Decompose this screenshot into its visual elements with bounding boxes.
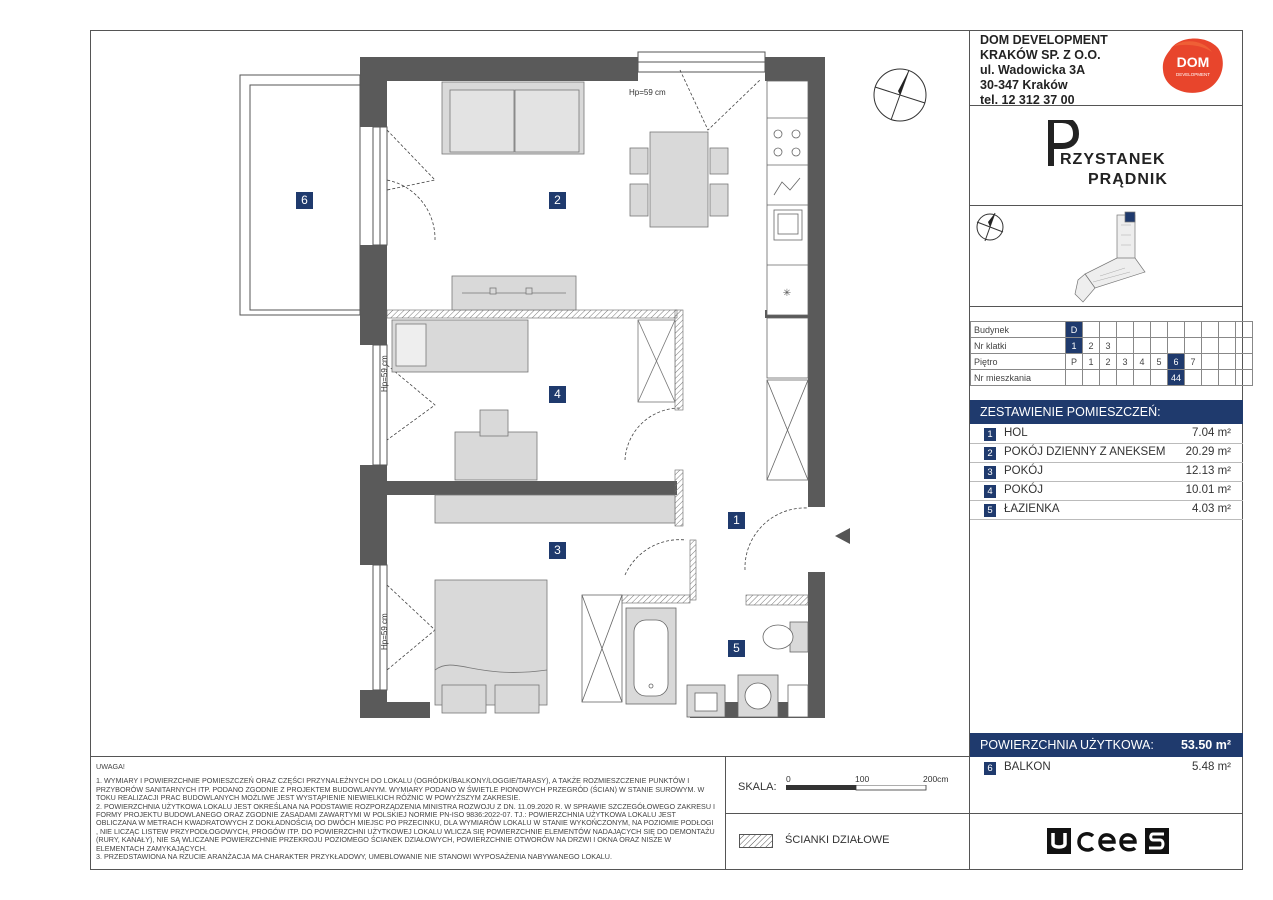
usable-area-label: POWIERZCHNIA UŻYTKOWA: (980, 738, 1154, 752)
info-cell (1219, 354, 1236, 370)
room-number-4: 4 (549, 386, 566, 403)
info-cell (1185, 338, 1202, 354)
room-4-furniture (392, 320, 675, 480)
info-cell: D (1066, 322, 1083, 338)
info-cell (1219, 338, 1236, 354)
info-cell (1236, 322, 1253, 338)
room-summary-row (970, 444, 1243, 463)
room-summary-number: 3 (984, 466, 996, 479)
balcony-number: 6 (984, 762, 996, 775)
info-cell (1202, 354, 1219, 370)
note-item: 3. PRZEDSTAWIONA NA RZUCIE ARANŻACJA MA CHARAKTER PRZYKŁADOWY, UMEBLOWANIE NIE STANOWI WYPOSAŻENIA NABYWANEGO LOKALU. (96, 852, 612, 862)
info-cell (1185, 370, 1202, 386)
info-cell: 2 (1083, 338, 1100, 354)
przystanek-pradnik-logo (1048, 120, 1188, 190)
room-summary-number: 5 (984, 504, 996, 517)
info-cell: 5 (1151, 354, 1168, 370)
room-number-2: 2 (549, 192, 566, 209)
company-name-2: KRAKÓW SP. Z O.O. (980, 48, 1101, 62)
dom-logo-text: DOM (1176, 54, 1210, 70)
company-city: 30-347 Kraków (980, 78, 1068, 92)
info-cell: P (1066, 354, 1083, 370)
room-number-3: 3 (549, 542, 566, 559)
info-cell (1202, 322, 1219, 338)
room-summary-row (970, 425, 1243, 444)
divider-scale-legend (725, 813, 970, 814)
entrance-arrow-icon (835, 528, 850, 544)
ucees-logo (1047, 827, 1172, 857)
room-summary-name: ŁAZIENKA (1004, 503, 1060, 515)
key-plan-compass-icon (977, 213, 1003, 241)
info-cell (1134, 370, 1151, 386)
wardrobe-hall (767, 318, 808, 480)
info-cell: 4 (1134, 354, 1151, 370)
info-cell: 1 (1083, 354, 1100, 370)
room-summary-heading: ZESTAWIENIE POMIESZCZEŃ: (970, 400, 1243, 424)
scale-tick-200: 200cm (923, 774, 949, 784)
divider-brand (969, 205, 1243, 206)
info-cell: 3 (1117, 354, 1134, 370)
partition-wall-hatch-icon (739, 834, 773, 848)
key-plan (975, 210, 1175, 305)
room-summary-area: 20.29 m² (1185, 446, 1231, 458)
room-summary-name: HOL (1004, 427, 1028, 439)
room-summary-area: 7.04 m² (1192, 427, 1231, 439)
divider-bottom-right (969, 813, 1243, 814)
room-summary-name: POKÓJ DZIENNY Z ANEKSEM (1004, 446, 1166, 458)
floor-plan (90, 30, 970, 756)
info-cell (1151, 322, 1168, 338)
room-summary-name: POKÓJ (1004, 484, 1043, 496)
room-summary-row (970, 482, 1243, 501)
divider-notes (90, 756, 970, 757)
room-number-6: 6 (296, 192, 313, 209)
room-summary-number: 4 (984, 485, 996, 498)
info-cell (1100, 370, 1117, 386)
info-row (971, 370, 1253, 386)
info-cell (1185, 322, 1202, 338)
company-name: DOM DEVELOPMENT (980, 33, 1108, 47)
compass-north-icon (874, 69, 926, 121)
info-cell (1151, 370, 1168, 386)
room-summary-area: 10.01 m² (1185, 484, 1231, 496)
info-cell: 44 (1168, 370, 1185, 386)
bathroom-fixtures (582, 595, 808, 717)
info-cell: 7 (1185, 354, 1202, 370)
company-phone: tel. 12 312 37 00 (980, 93, 1075, 107)
info-cell (1202, 370, 1219, 386)
info-cell (1083, 322, 1100, 338)
balcony-row (970, 759, 1243, 778)
scale-label: SKALA: (738, 781, 777, 793)
info-row (971, 322, 1253, 338)
info-cell (1202, 338, 1219, 354)
dom-development-logo (1160, 36, 1226, 94)
company-info (980, 33, 1108, 108)
info-cell (1134, 322, 1151, 338)
info-cell (1168, 322, 1185, 338)
info-cell (1117, 370, 1134, 386)
usable-area-bar (970, 733, 1243, 757)
unit-info-table (970, 321, 1253, 386)
info-cell: 3 (1100, 338, 1117, 354)
brand-line1: RZYSTANEK (1060, 151, 1166, 168)
note-item: 1. WYMIARY I POWIERZCHNIE POMIESZCZEŃ ORAZ CZĘŚCI PRZYNALEŻNYCH DO LOKALU (OGRÓDKI/BALKONY/LOGGIE/TARASY), A TAKŻE ROZMIESZCZENIE PUNKTÓW I PRZYBORÓW SANITARNYCH ITP. PODANO ZGODNIE Z PROJEKTEM BUDOWLANYM. WYMIARY PODANO W ŚWIETLE PIONOWYCH PRZEGRÓD (ŚCIAN) W STANIE SUROWYM. W TOKU REALIZACJI PRAC BUDOWLANYCH MOŻLIWE JEST WYSTĄPIENIE NIEWIELKICH RÓŻNIC W POWYŻSZYM ZAKRESIE. (96, 776, 705, 803)
info-cell (1168, 338, 1185, 354)
room-summary-row (970, 463, 1243, 482)
notes (96, 763, 716, 861)
room-number-5: 5 (728, 640, 745, 657)
building-outline-icon (1075, 212, 1145, 302)
dom-logo-subtext: DEVELOPMENT (1175, 72, 1211, 77)
balcony-area: 5.48 m² (1192, 761, 1231, 773)
window-height-room-3: Hp=59 cm (380, 613, 389, 650)
info-cell (1117, 338, 1134, 354)
info-cell (1236, 370, 1253, 386)
info-row (971, 338, 1253, 354)
info-cell (1100, 322, 1117, 338)
notes-title: UWAGA! (96, 762, 125, 771)
info-row (971, 354, 1253, 370)
brand-line2: PRĄDNIK (1088, 171, 1168, 188)
info-row-label: Piętro (971, 354, 1066, 370)
room-summary-number: 2 (984, 447, 996, 460)
svg-text:✳: ✳ (782, 288, 792, 299)
info-cell (1083, 370, 1100, 386)
room-summary-name: POKÓJ (1004, 465, 1043, 477)
window-height-room-4: Hp=59 cm (380, 355, 389, 392)
info-row-label: Nr klatki (971, 338, 1066, 354)
balcony-name: BALKON (1004, 761, 1051, 773)
partition-walls-label: ŚCIANKI DZIAŁOWE (785, 834, 890, 846)
info-cell (1117, 322, 1134, 338)
info-cell: 6 (1168, 354, 1185, 370)
info-cell (1219, 322, 1236, 338)
info-cell (1066, 370, 1083, 386)
scale-tick-100: 100 (855, 774, 870, 784)
window-height-top: Hp=59 cm (629, 88, 666, 97)
divider-keyplan (969, 306, 1243, 307)
info-row-label: Budynek (971, 322, 1066, 338)
info-cell (1236, 354, 1253, 370)
scale-tick-0: 0 (786, 774, 791, 784)
living-room-furniture (442, 82, 728, 310)
usable-area-value: 53.50 m² (1180, 738, 1231, 752)
company-street: ul. Wadowicka 3A (980, 63, 1086, 77)
room-summary-area: 4.03 m² (1192, 503, 1231, 515)
info-row-label: Nr mieszkania (971, 370, 1066, 386)
info-cell (1134, 338, 1151, 354)
room-summary-row (970, 501, 1243, 520)
note-item: 2. POWIERZCHNIA UŻYTKOWA LOKALU JEST OKREŚLANA NA PODSTAWIE ROZPORZĄDZENIA MINISTRA ROZWOJU Z DN. 11.09.2020 R. W SPRAWIE SZCZEGÓŁOWEGO ZAKRESU I FORMY PROJEKTU BUDOWLANEGO ORAZ ZGODNIE ZASADAMI ZAWARTYMI W POLSKIEJ NORMIE PN-ISO 9836:2022-07. TJ.: POWIERZCHNIA UŻYTKOWA LOKALU JEST OBLICZANA W METRACH KWADRATOWYCH Z DOKŁADNOŚCIĄ DO DWÓCH MIEJSC PO PRZECINKU, DLA WYMIARÓW LOKALU W STANIE WYKOŃCZONYM, NA POZIOMIE PODŁOGI , NIE LICZĄC LISTEW PRZYPODŁOGOWYCH, PROGÓW ITP. DO POWIERZCHNI UŻYTKOWEJ LOKALU WLICZA SIĘ POWIERZCHNIE ELEMENTÓW NADAJĄCYCH SIĘ DO DEMONTAŻU (RURY, KANAŁY), NIE SĄ WLICZANE POWIERZCHNIE PRZEKROJU POZIOMEGO ŚCIANEK DZIAŁOWYCH, POWIERZCHNIE OTWORÓW NA DRZWI I OKNA ORAZ NISZE W ELEMENTACH ZAMYKAJĄCYCH. (96, 801, 716, 853)
room-summary-area: 12.13 m² (1185, 465, 1231, 477)
info-cell: 2 (1100, 354, 1117, 370)
info-cell (1151, 338, 1168, 354)
info-cell (1236, 338, 1253, 354)
info-cell: 1 (1066, 338, 1083, 354)
kitchen-counter (767, 81, 808, 315)
info-cell (1219, 370, 1236, 386)
room-summary-number: 1 (984, 428, 996, 441)
scale-bar (786, 785, 936, 793)
room-number-1: 1 (728, 512, 745, 529)
